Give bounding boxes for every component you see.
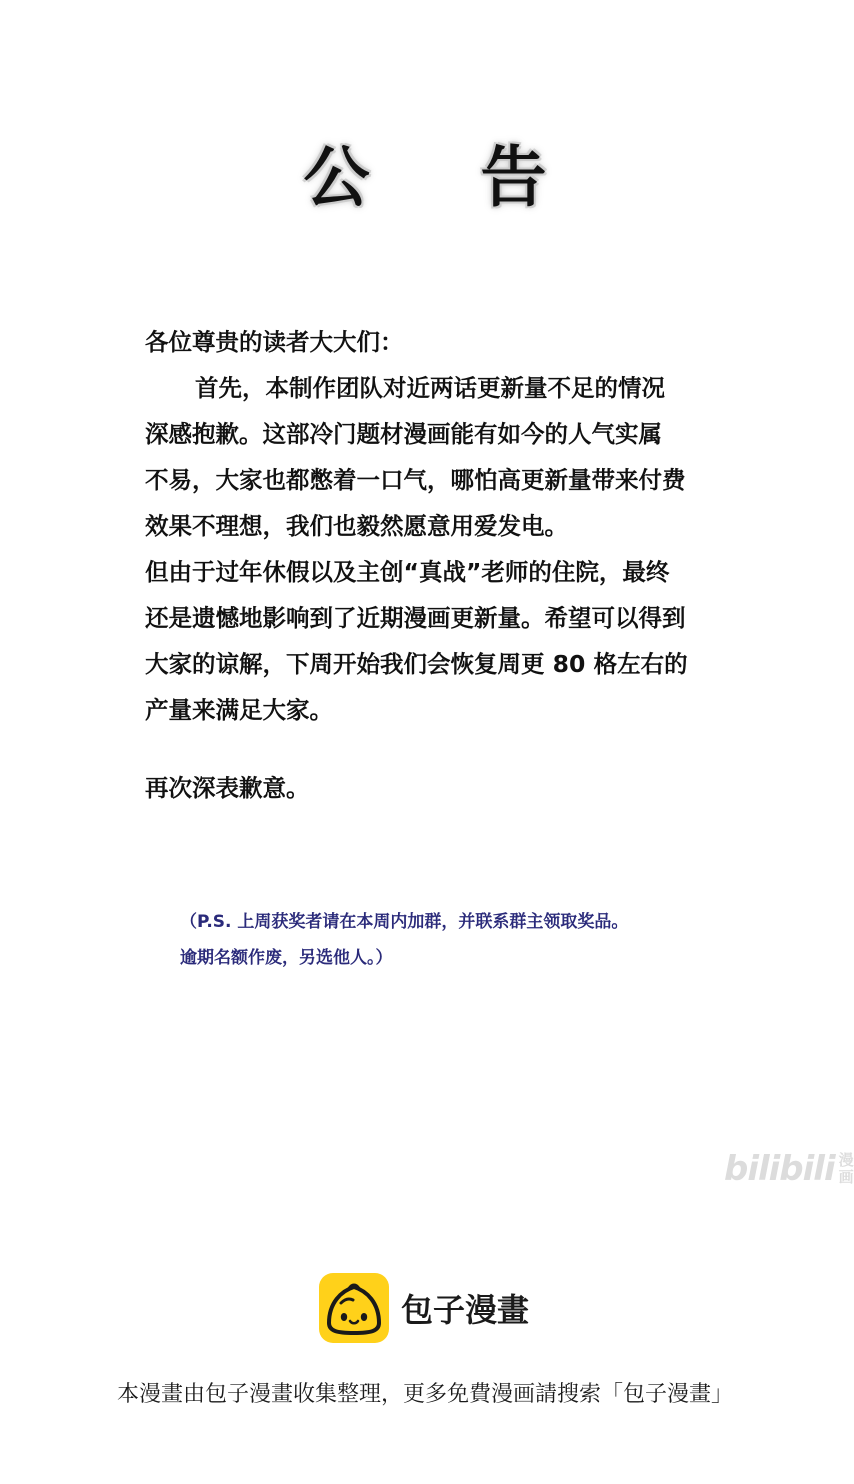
paragraph-line: 还是遗憾地影响到了近期漫画更新量。希望可以得到 <box>145 604 686 632</box>
baozi-logo-icon <box>319 1273 389 1343</box>
greeting: 各位尊贵的读者大大们： <box>145 328 404 356</box>
footer-text: 本漫畫由包子漫畫收集整理，更多免費漫画請搜索「包子漫畫」 <box>116 1382 733 1407</box>
watermark-text: bilibili <box>724 1149 835 1189</box>
paragraph-line: 大家的谅解，下周开始我们会恢复周更 80 格左右的 <box>145 650 688 678</box>
closing-line: 再次深表歉意。 <box>145 774 310 802</box>
paragraph-line: 不易，大家也都憋着一口气，哪怕高更新量带来付费 <box>145 466 686 494</box>
paragraph-line: 效果不理想，我们也毅然愿意用爱发电。 <box>145 512 568 540</box>
notice-title: 公 告 <box>303 139 591 216</box>
brand-name: 包子漫畫 <box>401 1291 530 1329</box>
watermark-sub: 漫画 <box>838 1151 854 1186</box>
paragraph-line: 深感抱歉。这部冷门题材漫画能有如今的人气实属 <box>145 420 662 448</box>
paragraph-line: 但由于过年休假以及主创“真战”老师的住院，最终 <box>145 558 670 586</box>
paragraph-line: 首先，本制作团队对近两话更新量不足的情况 <box>195 374 665 402</box>
ps-line: 逾期名额作废，另选他人。） <box>180 948 393 968</box>
paragraph-line: 产量来满足大家。 <box>145 696 333 724</box>
postscript <box>180 904 628 976</box>
ps-line: （P.S. 上周获奖者请在本周内加群，并联系群主领取奖品。 <box>180 912 629 932</box>
notice-body <box>145 319 745 733</box>
bilibili-watermark <box>724 1146 854 1192</box>
brand-block <box>319 1273 529 1343</box>
